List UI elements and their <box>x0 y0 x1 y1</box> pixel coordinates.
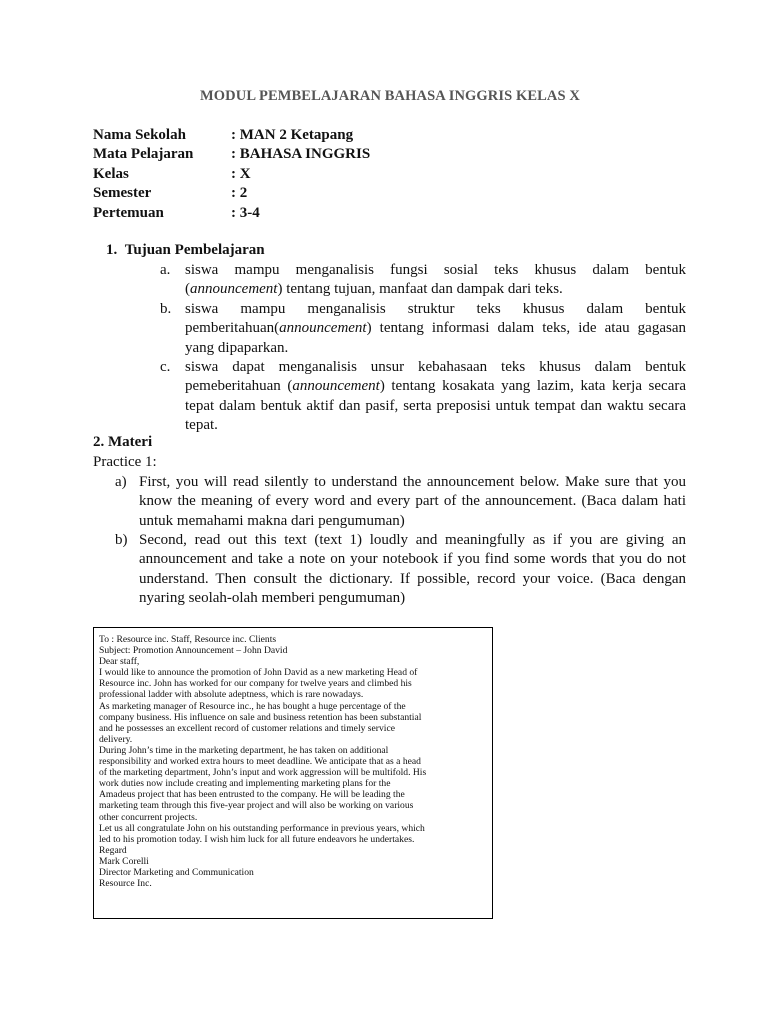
announcement-line: Resource inc. John has worked for our company for twelve years and climbed his <box>99 678 412 690</box>
identity-row-class <box>93 165 513 184</box>
announcement-line: work duties now include creating and implementing marketing plans for the <box>99 778 391 790</box>
announcement-line: and he possesses an excellent record of customer relations and timely service <box>99 722 395 734</box>
identity-value: : X <box>231 165 251 182</box>
announcement-line: responsibility and worked extra hours to meet deadline. We anticipate that as a head <box>99 756 421 768</box>
objective-letter: b. <box>160 301 172 317</box>
step-text: First, you will read silently to understand the announcement below. Make sure that you know the meaning of every word and every part of the announcement. (Baca dalam hati untuk memahami makna dari pengumuman) <box>139 474 686 529</box>
announcement-line: Resource Inc. <box>99 878 152 890</box>
practice-step <box>115 473 686 531</box>
objective-text: siswa mampu menganalisis fungsi sosial teks khusus dalam bentuk (announcement) tentang tujuan, manfaat dan dampak dari teks. <box>185 262 686 298</box>
announcement-line: professional ladder with absolute adeptness, which is rare nowadays. <box>99 689 364 701</box>
section-heading-material: 2. Materi <box>93 434 153 450</box>
announcement-body <box>99 634 454 889</box>
identity-key: Semester <box>93 185 152 202</box>
announcement-line: Director Marketing and Communication <box>99 866 254 878</box>
announcement-line: Amadeus project that has been entrusted to the company. He will be leading the <box>99 789 405 801</box>
objective-item <box>160 300 686 358</box>
announcement-line: During John’s time in the marketing department, he has taken on additional <box>99 744 389 756</box>
announcement-line: led to his promotion today. I wish him luck for all future endeavors he undertakes. <box>99 833 415 845</box>
announcement-line: Dear staff, <box>99 656 140 668</box>
identity-key: Nama Sekolah <box>93 127 186 143</box>
objective-text: siswa dapat menganalisis unsur kebahasaan teks khusus dalam bentuk pemeberitahuan (announcement) tentang kosakata yang lazim, kata kerja secara tepat dalam bentuk aktif dan pasif, serta preposisi untuk tempat dan waktu secara tepat. <box>185 359 686 434</box>
objective-letter: c. <box>160 359 171 375</box>
announcement-line: As marketing manager of Resource inc., he has bought a huge percentage of the <box>99 700 406 712</box>
announcement-text-box <box>93 627 493 919</box>
identity-value: : MAN 2 Ketapang <box>231 127 354 143</box>
objective-letter: a. <box>160 262 171 278</box>
announcement-line: of the marketing department, John’s input and work aggression will be multifold. His <box>99 767 427 779</box>
identity-row-subject <box>93 145 513 164</box>
announcement-line: marketing team through this five-year project and will also be working on various <box>99 800 414 812</box>
announcement-line: Regard <box>99 844 127 856</box>
announcement-line: company business. His influence on sale and business retention has been substantial <box>99 711 422 723</box>
step-letter: a) <box>115 474 127 490</box>
identity-value: : BAHASA INGGRIS <box>231 146 371 163</box>
objective-text: siswa mampu menganalisis struktur teks khusus dalam bentuk pemberitahuan(announcement) tentang informasi dalam teks, ide atau gagasan yang dipaparkan. <box>185 301 686 356</box>
identity-row-school <box>93 126 513 145</box>
identity-value: : 2 <box>231 185 248 202</box>
objective-item <box>160 261 686 300</box>
announcement-line: To : Resource inc. Staff, Resource inc. Clients <box>99 634 277 645</box>
practice-step <box>115 531 686 609</box>
step-letter: b) <box>115 532 128 548</box>
objective-item <box>160 358 686 436</box>
identity-key: Mata Pelajaran <box>93 146 194 163</box>
section-heading-objectives: 1. Tujuan Pembelajaran <box>106 242 265 258</box>
identity-key: Pertemuan <box>93 204 164 221</box>
announcement-line: I would like to announce the promotion of John David as a new marketing Head of <box>99 667 418 679</box>
announcement-line: other concurrent projects. <box>99 811 198 823</box>
announcement-line: Subject: Promotion Announcement – John David <box>99 645 288 657</box>
document-title: MODUL PEMBELAJARAN BAHASA INGGRIS KELAS X <box>200 88 580 104</box>
step-text: Second, read out this text (text 1) loudly and meaningfully as if you are giving an announcement and take a note on your notebook if you find some words that you do not understand. Then consult the dictionary. If possible, record your voice. (Baca dengan nyaring seolah-olah memberi pengumuman) <box>139 532 686 607</box>
identity-row-semester <box>93 184 513 203</box>
identity-table <box>93 126 513 223</box>
identity-row-meeting <box>93 204 513 223</box>
identity-key: Kelas <box>93 165 129 182</box>
announcement-line: delivery. <box>99 733 133 745</box>
announcement-line: Let us all congratulate John on his outstanding performance in previous years, which <box>99 822 425 834</box>
practice-label: Practice 1: <box>93 454 157 470</box>
identity-value: : 3-4 <box>231 204 260 221</box>
announcement-line: Mark Corelli <box>99 855 149 867</box>
